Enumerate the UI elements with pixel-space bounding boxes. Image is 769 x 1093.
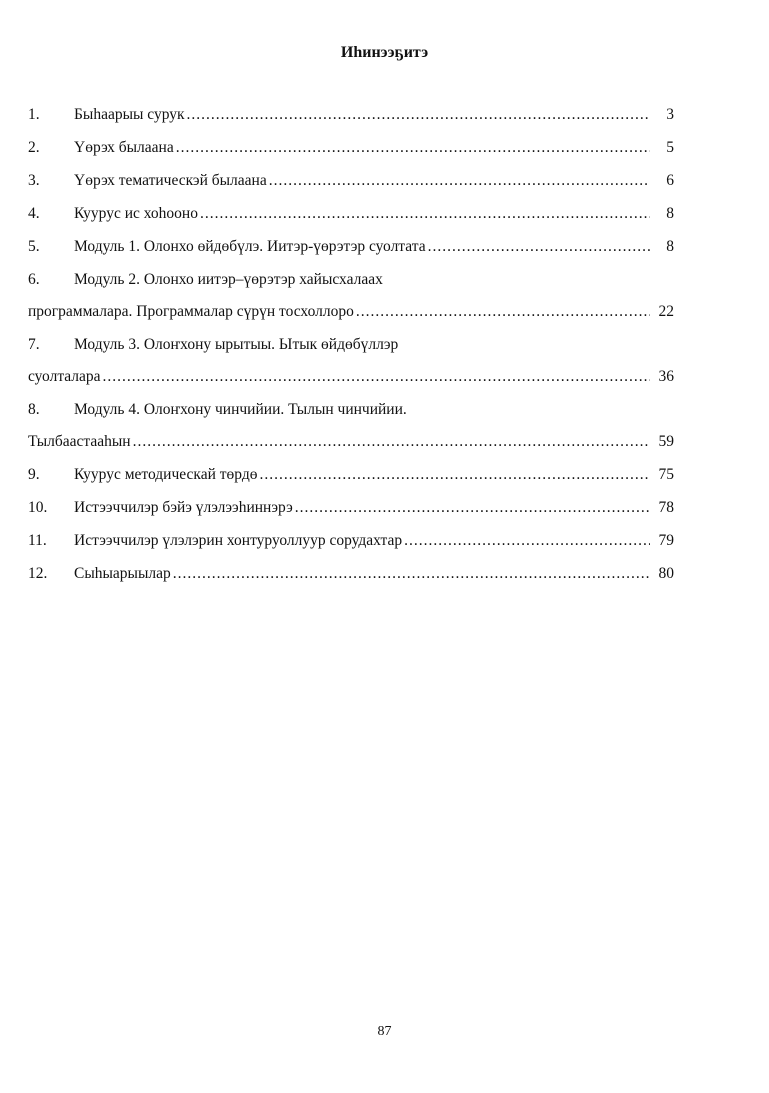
toc-entry-2 [28,139,674,172]
dot-leader [428,238,650,256]
toc-entry-label: Модуль 4. Олоҥхону чинчийии. Тылын чинчийии. [74,401,407,418]
toc-entry-number: 2. [28,139,40,156]
toc-entry-number: 10. [28,499,48,516]
toc-entry-label-continued: Тылбаастааhын [28,433,131,450]
dot-leader [133,433,650,451]
toc-entry-number: 11. [28,532,47,549]
dot-leader [259,466,650,484]
toc-entry-page: 75 [658,466,674,483]
toc-entry-label-continued: суолталара [28,368,101,385]
dot-leader [103,368,650,386]
toc-entry-page: 80 [658,565,674,582]
toc-entry-6-line-2 [28,303,674,336]
toc-entry-8-line-2 [28,433,674,466]
dot-leader [269,172,650,190]
toc-entry-page: 6 [666,172,674,189]
toc-entry-page: 22 [658,303,674,320]
toc-entry-label: Сыhыарыылар [74,565,171,582]
dot-leader [295,499,650,517]
toc-entry-7-line-2 [28,368,674,401]
toc-entry-label: Модуль 3. Олоҥхону ырытыы. Ытык өйдөбүллэр [74,336,399,353]
page-number: 87 [377,1024,392,1039]
toc-entry-page: 36 [658,368,674,385]
toc-entry-label: Үөрэх былаана [74,139,174,156]
dot-leader [187,106,650,124]
toc-entry-7-line-1 [28,336,674,368]
toc-entry-1 [28,106,674,139]
toc-entry-label-continued: программалара. Программалар сүрүн тосхоллоро [28,303,354,320]
toc-entry-11 [28,532,674,565]
page-title: Иhинээҕитэ [340,44,429,61]
toc-entry-page: 59 [658,433,674,450]
toc-entry-page: 78 [658,499,674,516]
toc-entry-page: 5 [666,139,674,156]
toc-entry-number: 3. [28,172,40,189]
toc-entry-label: Истээччилэр бэйэ үлэлээhиннэрэ [74,499,293,516]
toc-entry-6-line-1 [28,271,674,303]
toc-entry-number: 6. [28,271,40,288]
toc-entry-page: 8 [666,238,674,255]
toc-entry-label: Үөрэх тематическэй былаана [74,172,267,189]
toc-entry-number: 5. [28,238,40,255]
toc-entry-number: 9. [28,466,40,483]
toc-entry-number: 7. [28,336,40,353]
toc-entry-10 [28,499,674,532]
dot-leader [200,205,650,223]
toc-entry-3 [28,172,674,205]
toc-entry-label: Куурус ис хоhооно [74,205,198,222]
dot-leader [356,303,650,321]
toc-entry-page: 79 [658,532,674,549]
toc-entry-label: Быhаарыы сурук [74,106,185,123]
toc-entry-5 [28,238,674,271]
toc-entry-label: Модуль 2. Олонхо иитэр–үөрэтэр хайысхалаах [74,271,383,288]
table-of-contents [28,106,674,598]
dot-leader [173,565,650,583]
toc-entry-number: 1. [28,106,40,123]
dot-leader [176,139,650,157]
toc-entry-page: 8 [666,205,674,222]
toc-entry-label: Модуль 1. Олонхо өйдөбүлэ. Иитэр-үөрэтэр суолтата [74,238,426,255]
toc-entry-label: Куурус методическай төрдө [74,466,258,483]
toc-entry-number: 8. [28,401,40,418]
toc-entry-4 [28,205,674,238]
toc-entry-12 [28,565,674,598]
toc-entry-number: 4. [28,205,40,222]
toc-entry-number: 12. [28,565,48,582]
toc-entry-9 [28,466,674,499]
toc-entry-page: 3 [666,106,674,123]
dot-leader [404,532,650,550]
toc-entry-8-line-1 [28,401,674,433]
toc-entry-label: Истээччилэр үлэлэрин хонтуруоллуур сорудахтар [74,532,403,549]
